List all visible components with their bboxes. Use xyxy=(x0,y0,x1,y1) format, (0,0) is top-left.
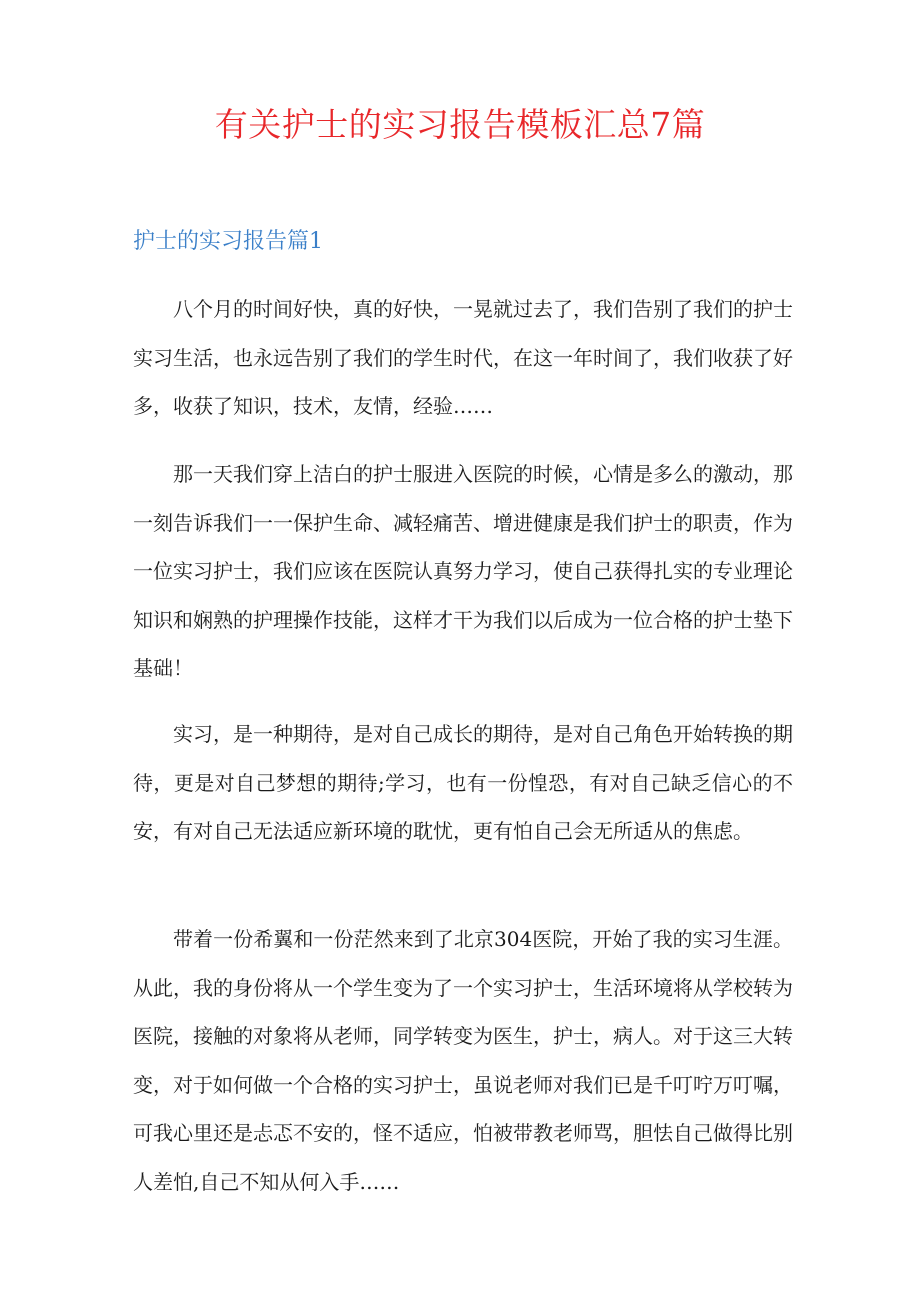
paragraph-4: 带着一份希翼和一份茫然来到了北京304医院，开始了我的实习生涯。从此，我的身份将从一个学生变为了一个实习护士，生活环境将从学校转为医院，接触的对象将从老师，同学转变为医生，护士，病人。对于这三大转变，对于如何做一个合格的实习护士，虽说老师对我们已是千叮咛万叮嘱，可我心里还是忐忑不安的，怪不适应，怕被带教老师骂，胆怯自己做得比别人差怕,自己不知从何入手…… xyxy=(133,927,793,1194)
section-heading: 护士的实习报告篇1 xyxy=(133,229,323,254)
paragraph-1: 八个月的时间好快，真的好快，一晃就过去了，我们告别了我们的护士实习生活，也永远告别了我们的学生时代，在这一年时间了，我们收获了好多，收获了知识，技术，友情，经验…… xyxy=(133,297,793,418)
paragraph-3: 实习，是一种期待，是对自己成长的期待，是对自己角色开始转换的期待，更是对自己梦想的期待;学习，也有一份惶恐，有对自己缺乏信心的不安，有对自己无法适应新环境的耽忧，更有怕自己会无所适从的焦虑。 xyxy=(133,722,793,843)
document-title: 有关护士的实习报告模板汇总7篇 xyxy=(214,105,706,144)
paragraph-2: 那一天我们穿上洁白的护士服进入医院的时候，心情是多么的激动，那一刻告诉我们一一保护生命、减轻痛苦、增进健康是我们护士的职责，作为一位实习护士，我们应该在医院认真努力学习，使自己获得扎实的专业理论知识和娴熟的护理操作技能，这样才干为我们以后成为一位合格的护士垫下基础！ xyxy=(133,462,793,680)
